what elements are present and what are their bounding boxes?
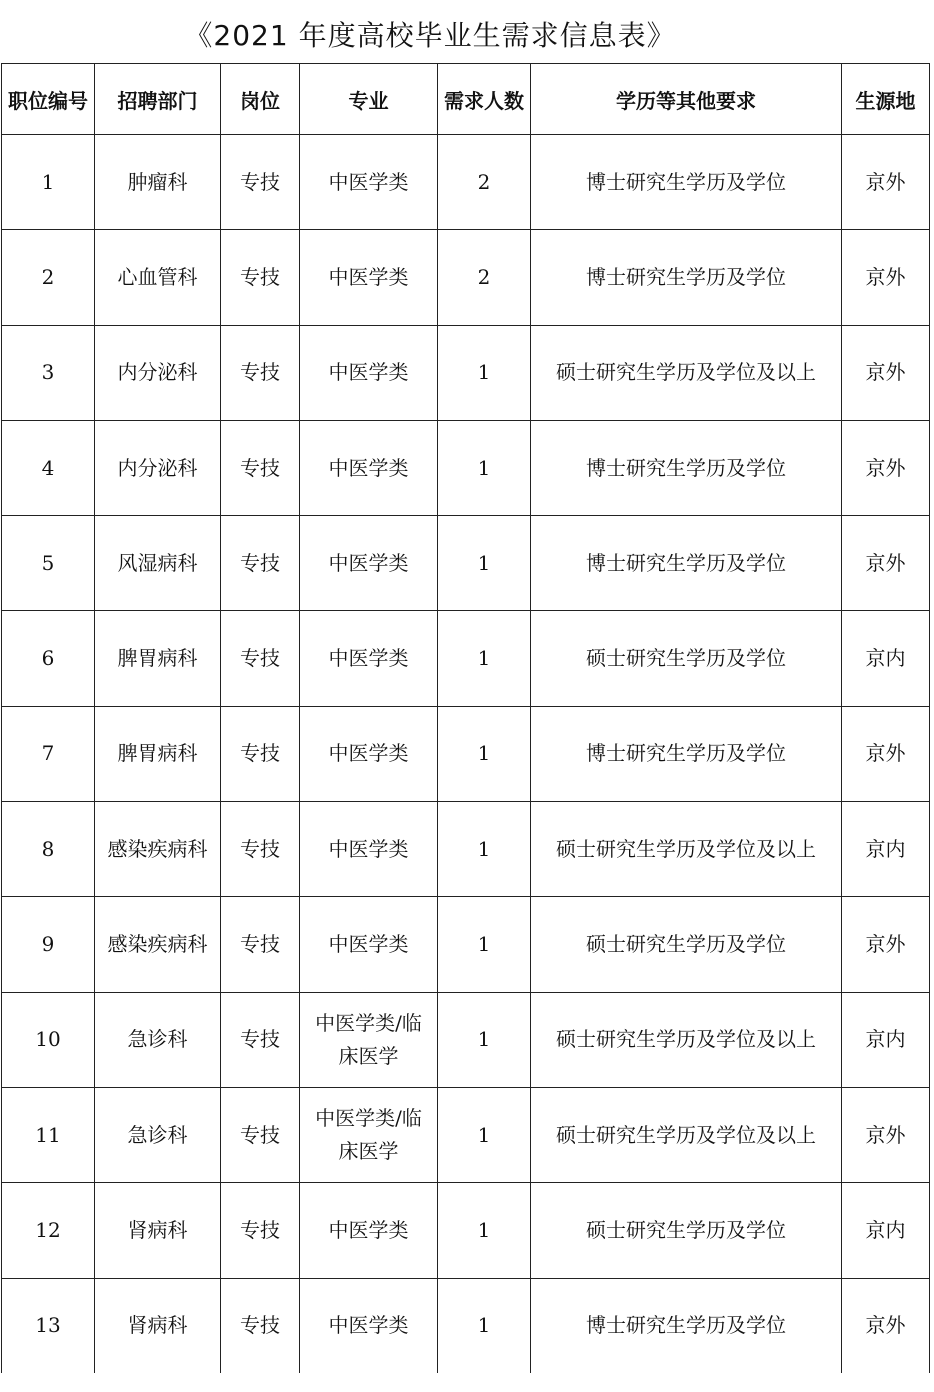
table-row [2,897,930,992]
cell-requirement: 硕士研究生学历及学位 [531,897,842,992]
cell-post: 专技 [221,802,300,897]
major-text: 中医学类/临床医学 [315,1010,422,1068]
major-text: 中医学类 [328,550,409,575]
cell-requirement: 硕士研究生学历及学位 [531,1183,842,1278]
cell-id: 11 [2,1087,95,1182]
cell-major [300,897,438,992]
col-header-requirement: 学历等其他要求 [531,64,842,135]
cell-origin: 京内 [842,1183,930,1278]
cell-dept: 内分泌科 [95,420,221,515]
cell-post: 专技 [221,1183,300,1278]
major-text: 中医学类 [328,169,409,194]
cell-requirement: 硕士研究生学历及学位 [531,611,842,706]
cell-requirement: 硕士研究生学历及学位及以上 [531,992,842,1087]
cell-post: 专技 [221,516,300,611]
header-row [2,64,930,135]
cell-requirement: 博士研究生学历及学位 [531,516,842,611]
major-text: 中医学类 [328,646,409,671]
col-header-id: 职位编号 [2,64,95,135]
major-text: 中医学类 [328,932,409,957]
major-text: 中医学类 [328,1313,409,1338]
col-header-origin: 生源地 [842,64,930,135]
cell-post: 专技 [221,1087,300,1182]
cell-dept: 风湿病科 [95,516,221,611]
col-header-count: 需求人数 [438,64,531,135]
cell-post: 专技 [221,420,300,515]
major-text: 中医学类 [328,836,409,861]
cell-major [300,420,438,515]
major-text: 中医学类 [328,1217,409,1242]
cell-dept: 感染疾病科 [95,802,221,897]
cell-post: 专技 [221,1278,300,1373]
table-row [2,1087,930,1182]
cell-major [300,611,438,706]
cell-id: 10 [2,992,95,1087]
cell-count: 1 [438,706,531,801]
cell-count: 1 [438,611,531,706]
cell-origin: 京内 [842,611,930,706]
cell-post: 专技 [221,992,300,1087]
requirements-table-container [1,63,930,1373]
major-text: 中医学类 [328,360,409,385]
cell-dept: 脾胃病科 [95,706,221,801]
table-row [2,1183,930,1278]
cell-count: 1 [438,992,531,1087]
major-text: 中医学类 [328,455,409,480]
cell-post: 专技 [221,230,300,325]
cell-origin: 京外 [842,135,930,230]
major-text: 中医学类 [328,741,409,766]
cell-origin: 京外 [842,1087,930,1182]
cell-id: 5 [2,516,95,611]
cell-dept: 急诊科 [95,1087,221,1182]
table-header [2,64,930,135]
col-header-major: 专业 [300,64,438,135]
cell-id: 4 [2,420,95,515]
document-title: 《2021 年度高校毕业生需求信息表》 [184,19,676,52]
cell-count: 2 [438,230,531,325]
cell-id: 8 [2,802,95,897]
table-row [2,706,930,801]
cell-major [300,1087,438,1182]
cell-origin: 京外 [842,230,930,325]
cell-count: 1 [438,802,531,897]
cell-count: 1 [438,1278,531,1373]
cell-major [300,230,438,325]
cell-major [300,325,438,420]
cell-origin: 京外 [842,706,930,801]
cell-major [300,516,438,611]
table-row [2,1278,930,1373]
cell-count: 1 [438,516,531,611]
col-header-post: 岗位 [221,64,300,135]
cell-post: 专技 [221,897,300,992]
table-row [2,325,930,420]
table-row [2,135,930,230]
cell-post: 专技 [221,325,300,420]
cell-id: 13 [2,1278,95,1373]
table-row [2,802,930,897]
cell-origin: 京内 [842,992,930,1087]
col-header-dept: 招聘部门 [95,64,221,135]
cell-major [300,1278,438,1373]
cell-id: 12 [2,1183,95,1278]
cell-requirement: 博士研究生学历及学位 [531,230,842,325]
cell-id: 6 [2,611,95,706]
cell-count: 1 [438,897,531,992]
cell-major [300,992,438,1087]
cell-dept: 肿瘤科 [95,135,221,230]
cell-id: 3 [2,325,95,420]
cell-requirement: 硕士研究生学历及学位及以上 [531,802,842,897]
cell-post: 专技 [221,135,300,230]
cell-count: 1 [438,420,531,515]
cell-id: 1 [2,135,95,230]
cell-origin: 京外 [842,1278,930,1373]
cell-post: 专技 [221,611,300,706]
cell-requirement: 博士研究生学历及学位 [531,706,842,801]
cell-origin: 京外 [842,516,930,611]
cell-requirement: 博士研究生学历及学位 [531,135,842,230]
cell-dept: 肾病科 [95,1183,221,1278]
cell-dept: 感染疾病科 [95,897,221,992]
cell-dept: 脾胃病科 [95,611,221,706]
cell-dept: 急诊科 [95,992,221,1087]
cell-origin: 京外 [842,420,930,515]
table-body [2,135,930,1373]
cell-id: 2 [2,230,95,325]
cell-count: 1 [438,325,531,420]
requirements-table [1,63,930,1373]
cell-dept: 肾病科 [95,1278,221,1373]
cell-count: 1 [438,1087,531,1182]
cell-major [300,1183,438,1278]
cell-requirement: 博士研究生学历及学位 [531,420,842,515]
cell-requirement: 硕士研究生学历及学位及以上 [531,1087,842,1182]
major-text: 中医学类 [328,264,409,289]
table-row [2,611,930,706]
table-row [2,230,930,325]
cell-requirement: 博士研究生学历及学位 [531,1278,842,1373]
cell-origin: 京外 [842,325,930,420]
cell-major [300,706,438,801]
table-row [2,516,930,611]
cell-count: 1 [438,1183,531,1278]
cell-post: 专技 [221,706,300,801]
table-row [2,992,930,1087]
cell-origin: 京外 [842,897,930,992]
cell-major [300,802,438,897]
cell-requirement: 硕士研究生学历及学位及以上 [531,325,842,420]
cell-id: 7 [2,706,95,801]
major-text: 中医学类/临床医学 [315,1106,422,1164]
cell-id: 9 [2,897,95,992]
cell-dept: 心血管科 [95,230,221,325]
table-row [2,420,930,515]
cell-dept: 内分泌科 [95,325,221,420]
cell-major [300,135,438,230]
cell-count: 2 [438,135,531,230]
cell-origin: 京内 [842,802,930,897]
